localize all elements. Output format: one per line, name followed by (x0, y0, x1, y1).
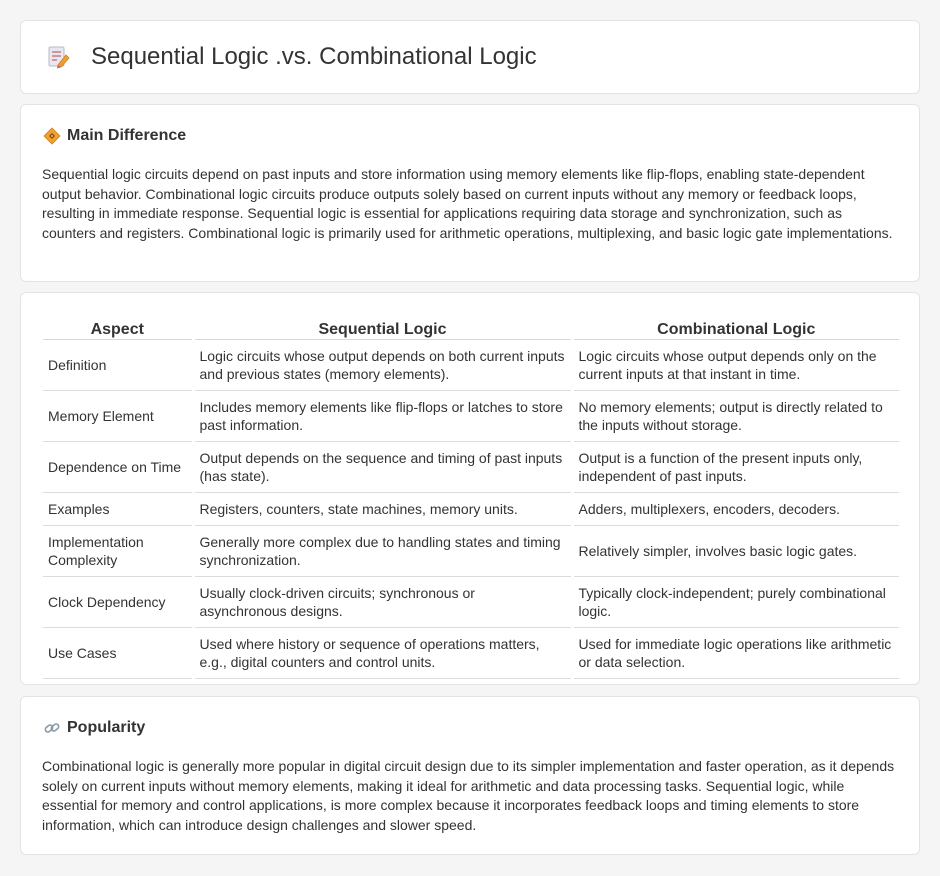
sequential-cell: Output depends on the sequence and timing of past inputs (has state). (193, 441, 572, 492)
table-row (43, 576, 899, 627)
table-row (43, 627, 899, 678)
header-combinational: Combinational Logic (572, 317, 899, 339)
combinational-cell: Logic circuits whose output depends only on the current inputs at that instant in time. (572, 339, 899, 390)
combinational-cell: No memory elements; output is directly related to the inputs without storage. (572, 390, 899, 441)
comparison-table (43, 317, 899, 679)
header-sequential: Sequential Logic (193, 317, 572, 339)
sequential-cell: Generally more complex due to handling states and timing synchronization. (193, 525, 572, 576)
main-difference-header (43, 127, 186, 145)
table-row (43, 525, 899, 576)
comparison-card (20, 292, 920, 685)
popularity-card (20, 696, 920, 855)
table-row (43, 441, 899, 492)
combinational-cell: Relatively simpler, involves basic logic gates. (572, 525, 899, 576)
link-icon (43, 719, 61, 737)
sequential-cell: Usually clock-driven circuits; synchronous or asynchronous designs. (193, 576, 572, 627)
popularity-title: Popularity (67, 719, 146, 736)
aspect-cell: Memory Element (43, 390, 193, 441)
diamond-icon (43, 127, 61, 145)
document-pencil-icon (45, 44, 71, 70)
popularity-header (43, 719, 145, 737)
combinational-cell: Adders, multiplexers, encoders, decoders. (572, 492, 899, 525)
table-header-row (43, 317, 899, 339)
sequential-cell: Logic circuits whose output depends on both current inputs and previous states (memory elements). (193, 339, 572, 390)
aspect-cell: Dependence on Time (43, 441, 193, 492)
sequential-cell: Includes memory elements like flip-flops or latches to store past information. (193, 390, 572, 441)
popularity-text: Combinational logic is generally more popular in digital circuit design due to its simpler implementation and faster operation, as it depends solely on current inputs without memory elements, making it ideal for arithmetic and data processing tasks. Sequential logic, while essential for memory and control applications, is more complex because it incorporates feedback loops and timing elements to store information, which can introduce design challenges and slower speed. (42, 758, 895, 833)
sequential-cell: Used where history or sequence of operations matters, e.g., digital counters and control units. (193, 627, 572, 678)
aspect-cell: Implementation Complexity (43, 525, 193, 576)
main-difference-card (20, 104, 920, 282)
table-row (43, 390, 899, 441)
main-difference-title: Main Difference (67, 127, 187, 144)
header-aspect: Aspect (43, 317, 193, 339)
sequential-cell: Registers, counters, state machines, memory units. (193, 492, 572, 525)
page-title: Sequential Logic .vs. Combinational Logic (91, 43, 537, 70)
aspect-cell: Use Cases (43, 627, 193, 678)
title-row (45, 43, 537, 71)
main-difference-text: Sequential logic circuits depend on past inputs and store information using memory elements like flip-flops, enabling state-dependent output behavior. Combinational logic circuits produce outputs solely based on current inputs without any memory or feedback loops, resulting in immediate response. Sequential logic is essential for applications requiring data storage and synchronization, such as counters and registers. Combinational logic is primarily used for arithmetic operations, multiplexing, and basic logic gate implementations. (42, 166, 893, 241)
table-row (43, 492, 899, 525)
combinational-cell: Used for immediate logic operations like arithmetic or data selection. (572, 627, 899, 678)
title-card (20, 20, 920, 94)
aspect-cell: Definition (43, 339, 193, 390)
aspect-cell: Examples (43, 492, 193, 525)
combinational-cell: Output is a function of the present inputs only, independent of past inputs. (572, 441, 899, 492)
table-row (43, 339, 899, 390)
aspect-cell: Clock Dependency (43, 576, 193, 627)
combinational-cell: Typically clock-independent; purely combinational logic. (572, 576, 899, 627)
